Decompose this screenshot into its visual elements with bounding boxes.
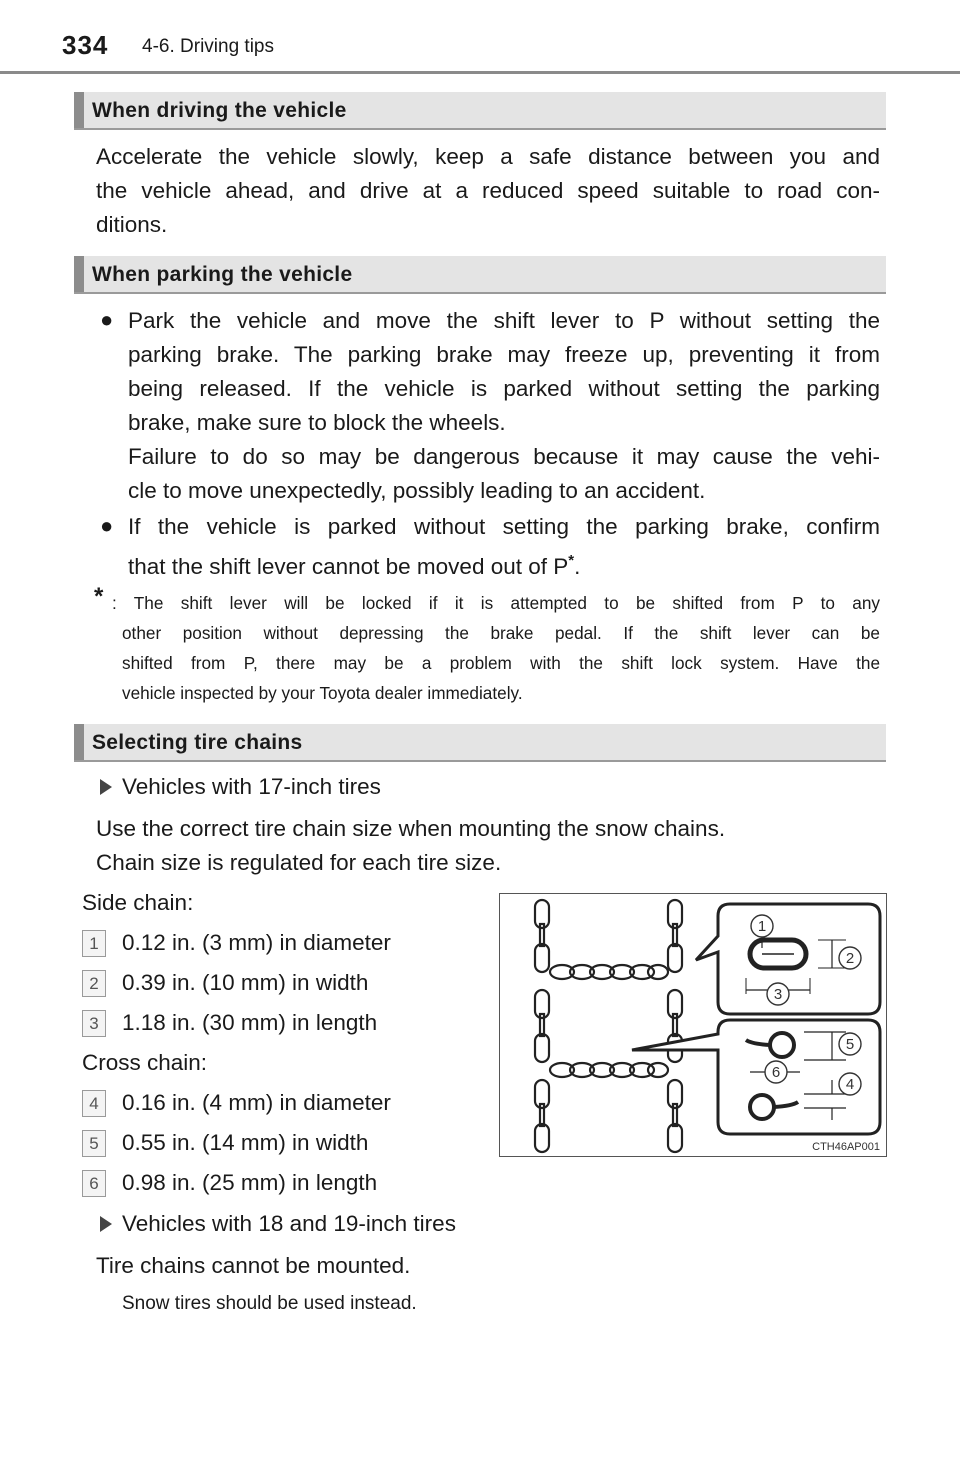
parking-bullet-2 xyxy=(128,510,880,584)
cross-chain-width: 0.55 in. (14 mm) in width xyxy=(122,1130,369,1155)
side-chain-diameter: 0.12 in. (3 mm) in diameter xyxy=(122,930,391,955)
driving-line-3: ditions. xyxy=(96,212,168,237)
callout-number-5: 5 xyxy=(82,1130,106,1157)
footnote-star: * xyxy=(94,583,104,610)
tire-chain-diagram xyxy=(500,894,886,1156)
cross-chain-top xyxy=(550,965,668,979)
callout-label-2: 2 xyxy=(845,950,855,967)
parking-b1-line-5: Failure to do so may be dangerous because it may cause the vehi- xyxy=(128,444,880,469)
cross-chain-length: 0.98 in. (25 mm) in length xyxy=(122,1170,378,1195)
footnote-body xyxy=(122,618,880,708)
side-chain-width: 0.39 in. (10 mm) in width xyxy=(122,970,369,995)
vertical-chain-right xyxy=(668,900,682,1152)
parking-b1-line-2: parking brake. The parking brake may freeze up, preventing it from xyxy=(128,342,880,367)
cross-chain-bottom xyxy=(550,1063,668,1077)
footnote-line-3: shifted from P, there may be a problem with the shift lock system. Have the xyxy=(122,653,880,673)
parking-b1-line-4: brake, make sure to block the wheels. xyxy=(128,410,506,435)
chain-size-line-1: Use the correct tire chain size when mounting the snow chains. xyxy=(96,816,726,841)
chains-not-mountable: Tire chains cannot be mounted. xyxy=(96,1253,411,1278)
header-divider xyxy=(0,71,960,74)
section-breadcrumb: 4-6. Driving tips xyxy=(142,36,274,57)
heading-driving xyxy=(74,92,886,130)
bullet-icon: ● xyxy=(100,513,114,538)
sub-heading-17-inch: Vehicles with 17-inch tires xyxy=(122,774,381,799)
tire-chain-figure xyxy=(499,893,887,1157)
callout-number-1: 1 xyxy=(82,930,106,957)
footnote-marker: * xyxy=(568,552,575,569)
page-number: 334 xyxy=(62,30,109,60)
snow-tires-note: Snow tires should be used instead. xyxy=(122,1293,417,1314)
parking-b2-line-2 xyxy=(128,544,880,584)
heading-parking-text: When parking the vehicle xyxy=(92,263,353,286)
heading-driving-text: When driving the vehicle xyxy=(92,99,347,122)
callout-label-1: 1 xyxy=(757,918,767,935)
side-chain-label: Side chain: xyxy=(82,890,194,915)
parking-bullet-1 xyxy=(128,304,880,508)
driving-line-1: Accelerate the vehicle slowly, keep a safe distance between you and xyxy=(96,144,880,169)
sub-heading-18-19-inch: Vehicles with 18 and 19-inch tires xyxy=(122,1211,456,1236)
callout-label-6: 6 xyxy=(771,1064,781,1081)
callout-number-4: 4 xyxy=(82,1090,106,1117)
footnote-line-2: other position without depressing the brake pedal. If the shift lever can be xyxy=(122,623,880,643)
parking-b1-line-6: cle to move unexpectedly, possibly leading to an accident. xyxy=(128,478,706,503)
chain-size-line-2: Chain size is regulated for each tire size. xyxy=(96,850,502,875)
parking-b2-line-2-text: that the shift lever cannot be moved out of P xyxy=(128,554,569,579)
heading-tire-chains xyxy=(74,724,886,762)
parking-b1-line-1: Park the vehicle and move the shift lever to P without setting the xyxy=(128,308,880,333)
callout-number-3: 3 xyxy=(82,1010,106,1037)
parking-b2-end: . xyxy=(574,554,581,579)
heading-tire-chains-text: Selecting tire chains xyxy=(92,731,303,754)
driving-paragraph xyxy=(96,140,880,242)
callout-number-6: 6 xyxy=(82,1170,106,1197)
bullet-icon: ● xyxy=(100,307,114,332)
callout-number-2: 2 xyxy=(82,970,106,997)
callout-label-3: 3 xyxy=(773,986,783,1003)
cross-chain-label: Cross chain: xyxy=(82,1050,208,1075)
callout-label-4: 4 xyxy=(845,1076,855,1093)
driving-line-2: the vehicle ahead, and drive at a reduced speed suitable to road con- xyxy=(96,178,880,203)
triangle-bullet-icon xyxy=(100,1216,112,1232)
footnote-line-1: : The shift lever will be locked if it is attempted to be shifted from P to any xyxy=(112,593,880,613)
heading-parking xyxy=(74,256,886,294)
side-chain-length: 1.18 in. (30 mm) in length xyxy=(122,1010,378,1035)
vertical-chain-left xyxy=(535,900,549,1152)
cross-chain-diameter: 0.16 in. (4 mm) in diameter xyxy=(122,1090,391,1115)
triangle-bullet-icon xyxy=(100,779,112,795)
footnote-line-4: vehicle inspected by your Toyota dealer immediately. xyxy=(122,683,523,703)
parking-b2-line-1: If the vehicle is parked without setting the parking brake, confirm xyxy=(128,514,880,539)
figure-code: CTH46AP001 xyxy=(812,1141,880,1153)
parking-b1-line-3: being released. If the vehicle is parked without setting the parking xyxy=(128,376,880,401)
callout-label-5: 5 xyxy=(845,1036,855,1053)
